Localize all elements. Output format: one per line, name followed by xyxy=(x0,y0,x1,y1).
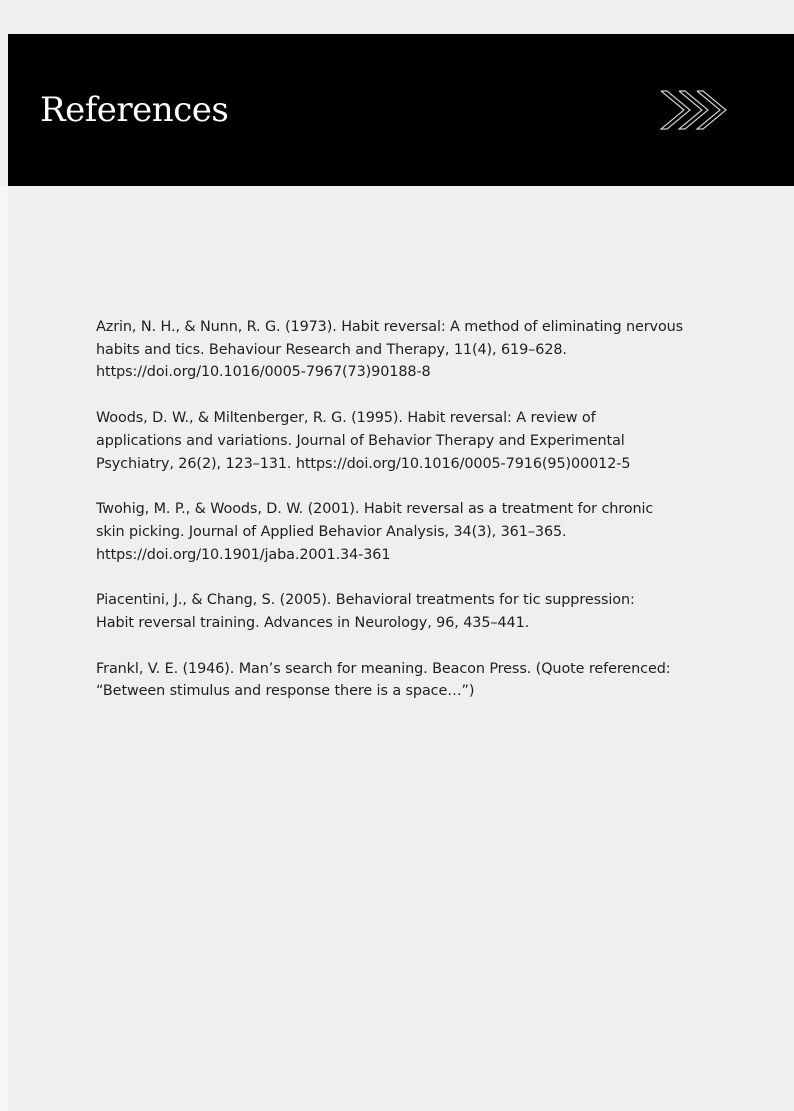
reference-line: Twohig, M. P., & Woods, D. W. (2001). Habit reversal as a treatment for chronic xyxy=(96,501,654,518)
reference-line: habits and tics. Behaviour Research and Therapy, 11(4), 619–628. xyxy=(96,341,567,358)
reference-line: skin picking. Journal of Applied Behavior Analysis, 34(3), 361–365. xyxy=(96,523,567,540)
reference-item-frankl-1946 xyxy=(96,658,708,703)
reference-line: Habit reversal training. Advances in Neurology, 96, 435–441. xyxy=(96,615,530,632)
reference-item-twohig-woods-2001 xyxy=(96,498,708,566)
reference-item-piacentini-chang-2005 xyxy=(96,589,708,634)
reference-line: Frankl, V. E. (1946). Man’s search for meaning. Beacon Press. (Quote referenced: xyxy=(96,660,671,677)
reference-quote-line: “Between stimulus and response there is a space…”) xyxy=(96,683,475,700)
reference-line: applications and variations. Journal of Behavior Therapy and Experimental xyxy=(96,432,625,449)
reference-doi-link[interactable]: https://doi.org/10.1901/jaba.2001.34-361 xyxy=(96,546,391,563)
reference-doi-link[interactable]: https://doi.org/10.1016/0005-7967(73)90188-8 xyxy=(96,364,431,381)
page-title: References xyxy=(40,90,229,130)
reference-line: Azrin, N. H., & Nunn, R. G. (1973). Habit reversal: A method of eliminating nervous xyxy=(96,319,684,335)
reference-line-with-doi[interactable]: Psychiatry, 26(2), 123–131. https://doi.org/10.1016/0005-7916(95)00012-5 xyxy=(96,455,631,472)
reference-item-woods-miltenberger-1995 xyxy=(96,407,708,475)
reference-list xyxy=(96,316,708,726)
triple-chevron-right-icon xyxy=(658,89,734,131)
page-left-margin xyxy=(0,186,8,1111)
reference-item-azrin-nunn-1973 xyxy=(96,316,708,384)
reference-line: Piacentini, J., & Chang, S. (2005). Behavioral treatments for tic suppression: xyxy=(96,592,635,609)
header-band xyxy=(8,34,794,186)
reference-line: Woods, D. W., & Miltenberger, R. G. (1995). Habit reversal: A review of xyxy=(96,410,596,427)
